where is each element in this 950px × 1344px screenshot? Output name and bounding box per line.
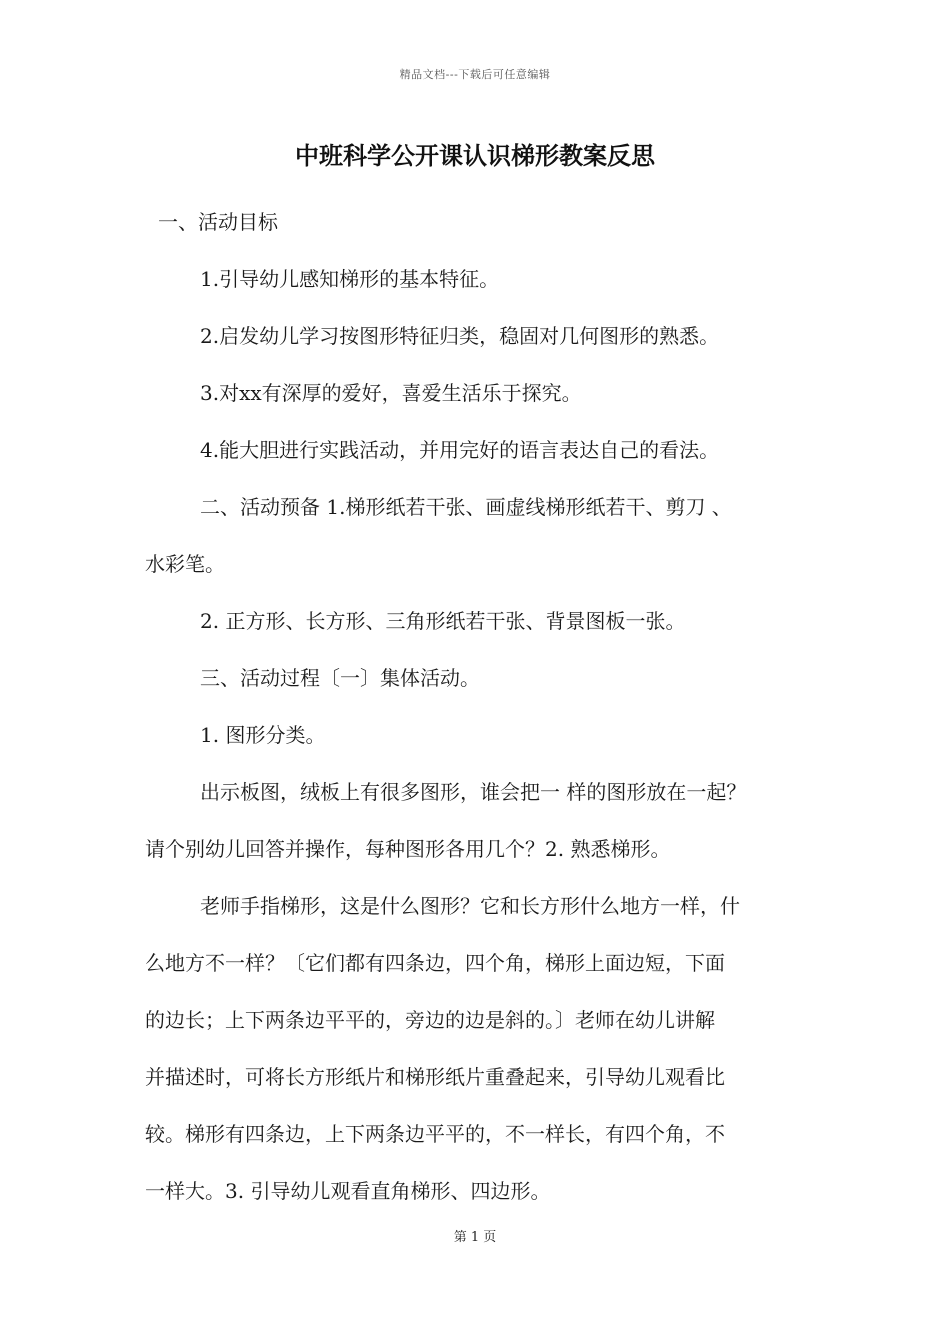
paragraph-line: 2.启发幼儿学习按图形特征归类，稳固对几何图形的熟悉。 [200, 324, 720, 348]
paragraph-line: 3.对xx有深厚的爱好，喜爱生活乐于探究。 [200, 381, 582, 405]
paragraph-line: 三、活动过程〔一〕集体活动。 [200, 666, 480, 690]
header-note: 精品文档---下载后可任意编辑 [399, 68, 551, 81]
paragraph-line: 老师手指梯形，这是什么图形？它和长方形什么地方一样，什 [200, 894, 740, 918]
paragraph-line: 二、活动预备 1.梯形纸若干张、画虚线梯形纸若干、剪刀 、 [200, 495, 732, 519]
page-number: 第 1 页 [453, 1230, 497, 1245]
paragraph-line: 较。梯形有四条边，上下两条边平平的，不一样长，有四个角，不 [145, 1122, 725, 1146]
paragraph-line: 的边长；上下两条边平平的，旁边的边是斜的。〕老师在幼儿讲解 [145, 1008, 715, 1032]
paragraph-line: 1. 图形分类。 [200, 723, 326, 747]
paragraph-line: 4.能大胆进行实践活动，并用完好的语言表达自己的看法。 [200, 438, 720, 462]
paragraph-line: 并描述时，可将长方形纸片和梯形纸片重叠起来，引导幼儿观看比 [145, 1065, 725, 1089]
paragraph-line: 出示板图，绒板上有很多图形，谁会把一 样的图形放在一起？ [200, 780, 747, 804]
paragraph-line: 2. 正方形、长方形、三角形纸若干张、背景图板一张。 [200, 609, 686, 633]
paragraph-line: 水彩笔。 [145, 552, 225, 576]
document-title: 中班科学公开课认识梯形教案反思 [295, 141, 655, 170]
paragraph-line: 么地方不一样？〔它们都有四条边，四个角，梯形上面边短，下面 [145, 951, 725, 975]
paragraph-line: 请个别幼儿回答并操作，每种图形各用几个？2. 熟悉梯形。 [145, 837, 671, 861]
section-heading: 一、活动目标 [158, 210, 278, 234]
paragraph-line: 1.引导幼儿感知梯形的基本特征。 [200, 267, 500, 291]
paragraph-line: 一样大。3. 引导幼儿观看直角梯形、四边形。 [145, 1179, 551, 1203]
